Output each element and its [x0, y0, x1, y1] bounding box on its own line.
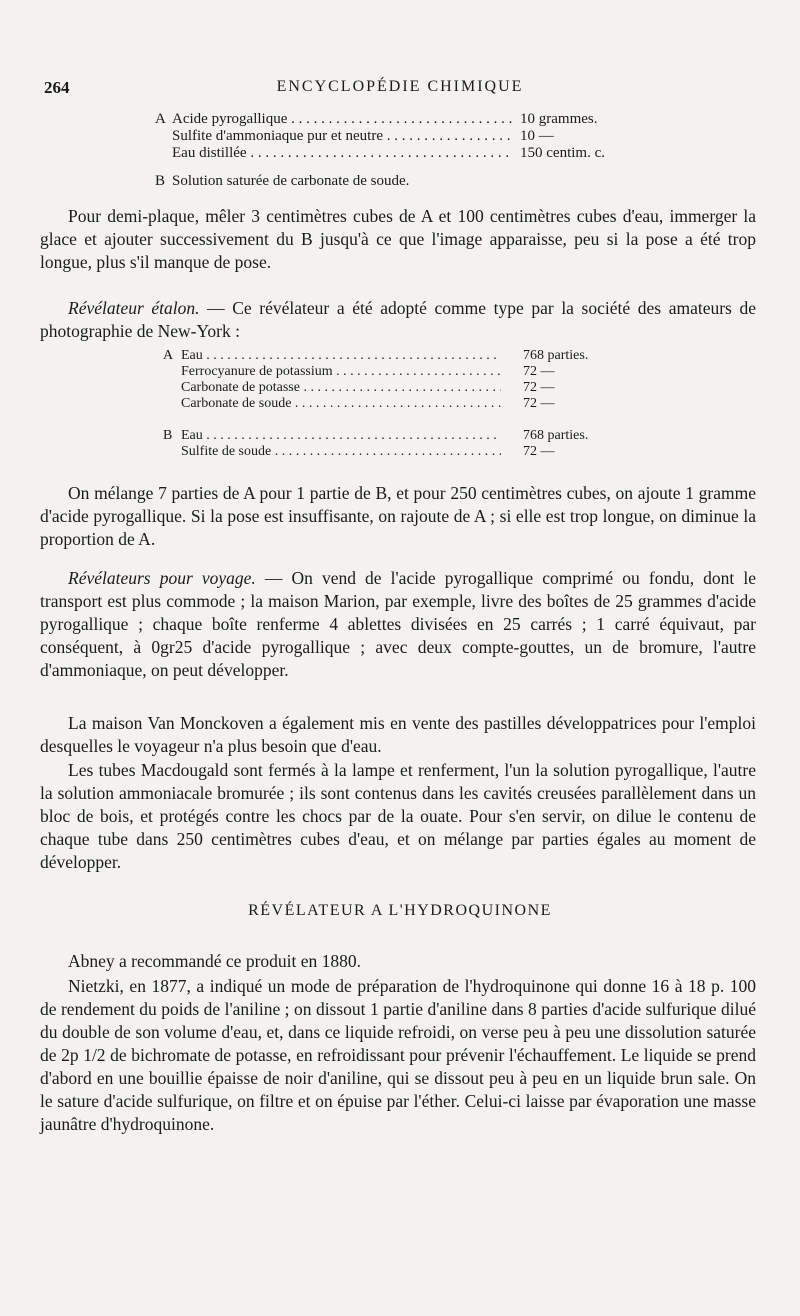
running-title: ENCYCLOPÉDIE CHIMIQUE: [276, 78, 524, 95]
ingredient-name: Acide pyrogallique . . .: [172, 111, 512, 128]
paragraph-text: Abney a recommandé ce produit en 1880.: [68, 951, 362, 971]
formula-row: [163, 348, 623, 364]
ingredient-quantity: 768 parties.: [523, 428, 589, 443]
ingredient-name: Carbonate de potasse . . .: [181, 380, 501, 396]
formula-row: [163, 364, 623, 380]
paragraph-text: On mélange 7 parties de A pour 1 partie de B, et pour 250 centimètres cubes, on ajoute 1 gramme d'acide pyrogallique. Si la pose est insuffisante, on rajoute de A ; si elle est trop longue, on diminue la proportion de A.: [40, 483, 756, 549]
formula-row: [155, 145, 625, 162]
ingredient-quantity: 10 —: [520, 128, 554, 144]
ingredient-name: Eau distillée . . .: [172, 145, 512, 162]
paragraph-abney: [40, 950, 756, 973]
formula-row: [163, 444, 623, 460]
page-number: 264: [44, 78, 70, 97]
paragraph-revelateur-etalon: [40, 297, 756, 343]
formula-b-text: Solution saturée de carbonate de soude.: [172, 173, 410, 189]
etalon-a-list: [163, 348, 623, 412]
section-heading: RÉVÉLATEUR A L'HYDROQUINONE: [248, 902, 552, 919]
formula-row: [155, 111, 625, 128]
ingredient-quantity: 72 —: [523, 380, 555, 395]
formula-a-list: [155, 111, 625, 162]
formula-letter: A: [155, 111, 166, 127]
paragraph-text: Les tubes Macdougald sont fermés à la lampe et renferment, l'un la solution pyrogallique, l'autre la solution ammoniacale bromurée ; ils sont contenus dans les cavités creusées parallèlement dans un bloc de bois, et protégés contre les chocs par de la ouate. Pour s'en servir, on dilue le contenu de chaque tube dans 250 centimètres cubes d'eau, et on mélange par parties égales au moment de développer.: [40, 760, 756, 872]
paragraph-text: La maison Van Monckoven a également mis en vente des pastilles développatrices pour l'emploi desquelles le voyageur n'a plus besoin que d'eau.: [40, 713, 756, 756]
paragraph-demi-plaque: [40, 205, 756, 274]
paragraph-nietzki: [40, 975, 756, 1136]
ingredient-name: Ferrocyanure de potassium . . .: [181, 364, 501, 380]
formula-b-line: [155, 173, 409, 190]
ingredient-quantity: 768 parties.: [523, 348, 589, 363]
section-run-in-title: Révélateurs pour voyage.: [68, 568, 256, 588]
ingredient-name: Sulfite d'ammoniaque pur et neutre . . .: [172, 128, 512, 145]
etalon-b-list: [163, 428, 623, 460]
formula-row: [155, 128, 625, 145]
formula-row: [163, 380, 623, 396]
ingredient-name: Eau . . .: [181, 428, 501, 444]
formula-row: [163, 396, 623, 412]
paragraph-melange: [40, 482, 756, 551]
page-header: [0, 78, 800, 102]
paragraph-macdougald: [40, 759, 756, 874]
formula-letter: B: [163, 428, 173, 443]
ingredient-quantity: 10 grammes.: [520, 111, 598, 127]
formula-letter: A: [163, 348, 174, 363]
ingredient-name: Carbonate de soude . . .: [181, 396, 501, 412]
ingredient-quantity: 150 centim. c.: [520, 145, 605, 161]
ingredient-name: Eau . . .: [181, 348, 501, 364]
paragraph-text: — On vend de l'acide pyrogallique comprimé ou fondu, dont le transport est plus commode ; la maison Marion, par exemple, livre des boîtes de 25 grammes d'acide pyrogallique ; chaque boîte renferme 4 ablettes divisées en 25 carrés ; 1 carré équivaut, par conséquent, à 0gr25 d'acide pyrogallique ; avec deux compte-gouttes, un de bromure, l'autre d'ammoniaque, on peut développer.: [40, 568, 756, 680]
paragraph-monckoven: [40, 712, 756, 758]
formula-letter: B: [155, 173, 166, 189]
paragraph-text: Pour demi-plaque, mêler 3 centimètres cubes de A et 100 centimètres cubes d'eau, immerger la glace et ajouter successivement du B jusqu'à ce que l'image apparaisse, peu si la pose a été trop longue, plus s'il manque de pose.: [40, 206, 756, 272]
section-run-in-title: Révélateur étalon.: [68, 298, 200, 318]
paragraph-revelateurs-voyage: [40, 567, 756, 682]
ingredient-quantity: 72 —: [523, 444, 555, 459]
formula-row: [163, 428, 623, 444]
ingredient-quantity: 72 —: [523, 364, 555, 379]
ingredient-quantity: 72 —: [523, 396, 555, 411]
paragraph-text: — Ce révélateur a été adopté comme type par la société des amateurs de photographie de New-York :: [40, 298, 756, 341]
ingredient-name: Sulfite de soude . . .: [181, 444, 501, 460]
paragraph-text: Nietzki, en 1877, a indiqué un mode de préparation de l'hydroquinone qui donne 16 à 18 p. 100 de rendement du poids de l'aniline ; on dissout 1 partie d'aniline dans 8 parties d'acide sulfurique dilué du double de son volume d'eau, et, dans ce liquide refroidi, on verse peu à peu une dissolution saturée de 2p 1/2 de bichromate de potasse, en refroidissant pour prévenir l'échauffement. Le liquide se prend d'abord en une bouillie épaisse de noir d'aniline, qui se dissout peu à peu en un liquide brun sale. On le sature d'acide sulfurique, on filtre et on épuise par l'éther. Celui-ci laisse par évaporation une masse jaunâtre d'hydroquinone.: [40, 976, 756, 1134]
